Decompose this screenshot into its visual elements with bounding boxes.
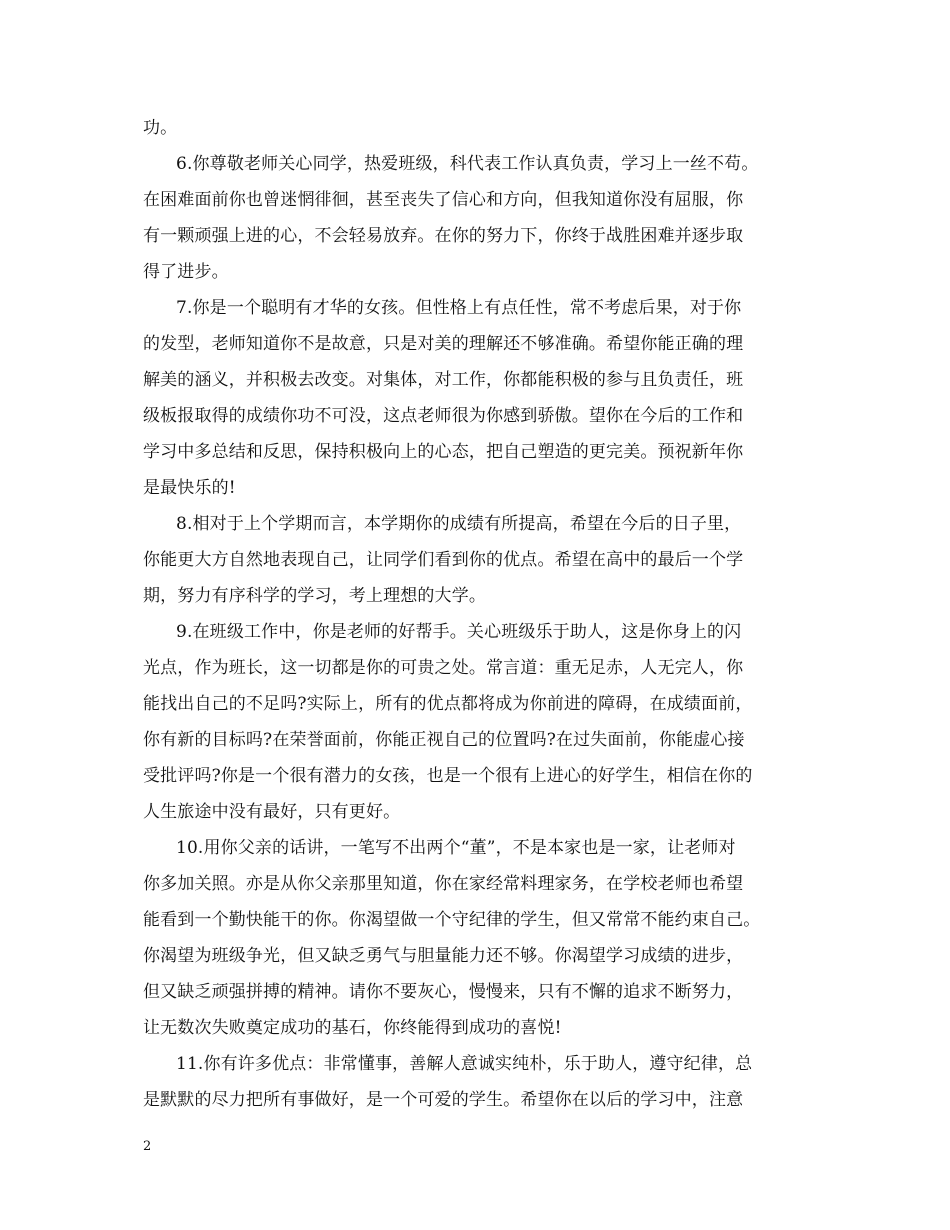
- text-line: 得了进步。: [143, 262, 229, 282]
- text-line: 人生旅途中没有最好，只有更好。: [143, 802, 401, 822]
- text-line: 受批评吗?你是一个很有潜力的女孩，也是一个很有上进心的好学生，相信在你的: [143, 766, 753, 786]
- text-line: 你渴望为班级争光，但又缺乏勇气与胆量能力还不够。你渴望学习成绩的进步，: [143, 946, 744, 966]
- paragraph-6-start: 6.你尊敬老师关心同学，热爱班级，科代表工作认真负责，学习上一丝不苟。: [176, 154, 759, 174]
- paragraph-9-start: 9.在班级工作中，你是老师的好帮手。关心班级乐于助人，这是你身上的闪: [176, 622, 742, 642]
- text-line: 能找出自己的不足吗?实际上，所有的优点都将成为你前进的障碍，在成绩面前，: [143, 694, 753, 714]
- text-line: 是最快乐的!: [143, 478, 236, 498]
- paragraph-10-start: 10.用你父亲的话讲，一笔写不出两个“董”，不是本家也是一家，让老师对: [176, 838, 736, 858]
- text-line: 但又缺乏顽强拼搏的精神。请你不要灰心，慢慢来，只有不懈的追求不断努力，: [143, 982, 744, 1002]
- text-line: 你能更大方自然地表现自己，让同学们看到你的优点。希望在高中的最后一个学: [143, 550, 744, 570]
- text-line: 功。: [143, 118, 178, 138]
- text-line: 级板报取得的成绩你功不可没，这点老师很为你感到骄傲。望你在今后的工作和: [143, 406, 744, 426]
- text-line: 能看到一个勤快能干的你。你渴望做一个守纪律的学生，但又常常不能约束自己。: [143, 910, 761, 930]
- paragraph-7-start: 7.你是一个聪明有才华的女孩。但性格上有点任性，常不考虑后果，对于你: [176, 298, 742, 318]
- page-number: 2: [143, 1139, 152, 1154]
- text-line: 在困难面前你也曾迷惘徘徊，甚至丧失了信心和方向，但我知道你没有屈服，你: [143, 190, 744, 210]
- text-line: 让无数次失败奠定成功的基石，你终能得到成功的喜悦!: [143, 1018, 562, 1038]
- text-line: 期，努力有序科学的学习，考上理想的大学。: [143, 586, 486, 606]
- paragraph-8-start: 8.相对于上个学期而言，本学期你的成绩有所提高，希望在今后的日子里，: [176, 514, 742, 534]
- text-line: 有一颗顽强上进的心，不会轻易放弃。在你的努力下，你终于战胜困难并逐步取: [143, 226, 744, 246]
- text-line: 光点，作为班长，这一切都是你的可贵之处。常言道：重无足赤，人无完人，你: [143, 658, 744, 678]
- text-line: 你多加关照。亦是从你父亲那里知道，你在家经常料理家务，在学校老师也希望: [143, 874, 744, 894]
- text-line: 学习中多总结和反思，保持积极向上的心态，把自己塑造的更完美。预祝新年你: [143, 442, 744, 462]
- paragraph-11-start: 11.你有许多优点：非常懂事，善解人意诚实纯朴，乐于助人，遵守纪律，总: [176, 1054, 753, 1074]
- text-line: 是默默的尽力把所有事做好，是一个可爱的学生。希望你在以后的学习中，注意: [143, 1090, 744, 1110]
- text-line: 你有新的目标吗?在荣誉面前，你能正视自己的位置吗?在过失面前，你能虚心接: [143, 730, 745, 750]
- text-line: 解美的涵义，并积极去改变。对集体，对工作，你都能积极的参与且负责任，班: [143, 370, 744, 390]
- text-line: 的发型，老师知道你不是故意，只是对美的理解还不够准确。希望你能正确的理: [143, 334, 744, 354]
